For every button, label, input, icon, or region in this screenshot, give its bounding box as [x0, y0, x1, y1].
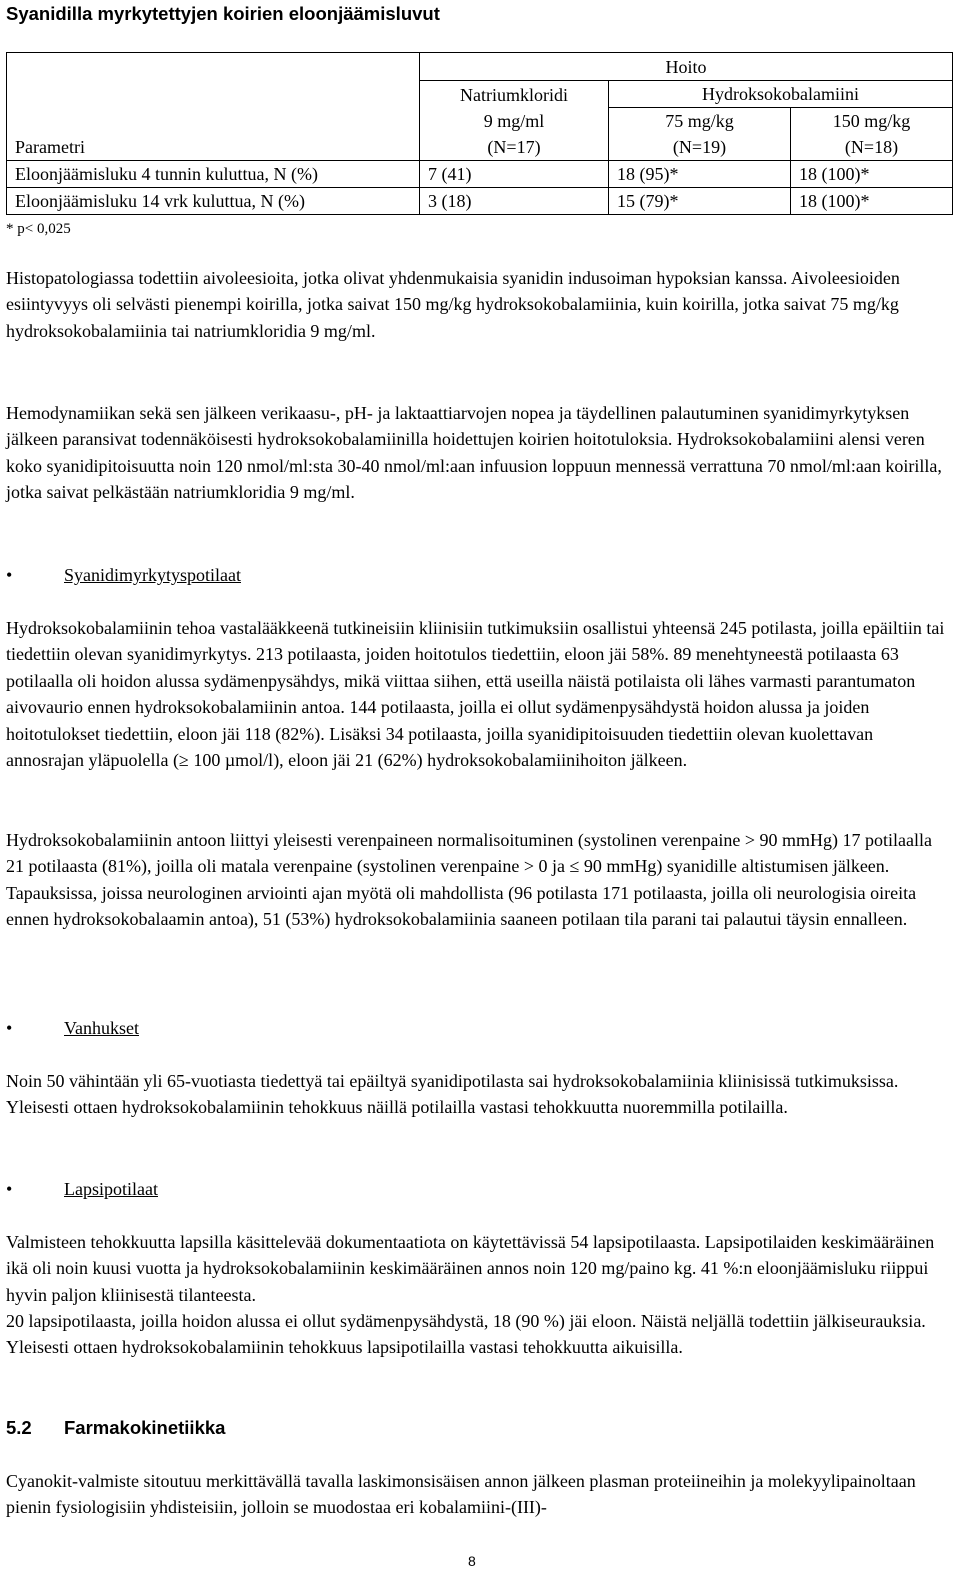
table-header-empty	[7, 53, 420, 81]
table-row	[7, 161, 953, 188]
table-cell-150: 18 (100)*	[791, 188, 953, 215]
section-title: Syanidilla myrkytettyjen koirien eloonjäämisluvut	[6, 3, 440, 24]
page-number: 8	[468, 1553, 476, 1569]
paragraph-patients-bloodpressure: Hydroksokobalamiinin antoon liittyi yleisesti verenpaineen normalisoituminen (systolinen verenpaine > 90 mmHg) 17 potilaalla 21 potilaasta (81%), joilla oli matala verenpaine (systolinen verenpaine > 0 ja ≤ 90 mmHg) syanidille altistumisen jälkeen. Tapauksissa, joissa neurologinen arviointi ajan myötä oli mahdollista (96 potilasta 171 potilaasta, joilla oli neurologisia oireita ennen hydroksokobalaamin antoa), 51 (53%) hydroksokobalamiinia saaneen potilaan tila parani tai palautui täysin ennalleen.	[6, 830, 932, 930]
bullet-label: Syanidimyrkytyspotilaat	[64, 565, 241, 585]
table-header-150-n: (N=18)	[791, 134, 953, 161]
table-header-parameter: Parametri	[7, 134, 420, 161]
table-header-hydroxo: Hydroksokobalamiini	[609, 81, 953, 108]
table-header-empty	[7, 81, 420, 108]
table-header-75-dose: 75 mg/kg	[609, 108, 791, 135]
section-heading	[6, 1415, 225, 1441]
table-header-150-dose: 150 mg/kg	[791, 108, 953, 135]
paragraph-pediatric-1: Valmisteen tehokkuutta lapsilla käsittelevää dokumentaatiota on käytettävissä 54 lapsipotilaasta. Lapsipotilaiden keskimääräinen ikä oli noin kuusi vuotta ja hydroksokobalamiinin keskimääräinen annos noin 120 mg/paino kg. 41 %:n eloonjäämisluku riippui hyvin paljon kliinisestä tilanteesta.	[6, 1232, 935, 1305]
table-header-row-3	[7, 108, 953, 135]
bullet-label: Vanhukset	[64, 1018, 139, 1038]
table-header-empty	[7, 108, 420, 135]
table-header-row-4	[7, 134, 953, 161]
paragraph-pharmacokinetics: Cyanokit-valmiste sitoutuu merkittävällä tavalla laskimonsisäisen annon jälkeen plasman proteiineihin ja molekyylipainoltaan pienin fysiologisiin yhdisteisiin, jolloin se muodostaa eri kobalamiini-(III)-	[6, 1471, 916, 1518]
paragraph-pediatric-2: 20 lapsipotilaasta, joilla hoidon alussa ei ollut sydämenpysähdystä, 18 (90 %) jäi eloon. Näistä neljällä todettiin jälkiseurauksia. Yleisesti ottaen hydroksokobalamiinin tehokkuus lapsipotilailla vastasi tehokkuutta aikuisilla.	[6, 1311, 926, 1358]
table-cell-parameter: Eloonjäämisluku 4 tunnin kuluttua, N (%)	[7, 161, 420, 188]
table-cell-parameter: Eloonjäämisluku 14 vrk kuluttua, N (%)	[7, 188, 420, 215]
table-header-nacl-1: Natriumkloridi	[420, 81, 609, 108]
table-cell-75: 18 (95)*	[609, 161, 791, 188]
bullet-icon: •	[6, 1179, 13, 1199]
section-number: 5.2	[6, 1417, 32, 1438]
table-header-nacl-2: 9 mg/ml	[420, 108, 609, 135]
table-cell-nacl: 7 (41)	[420, 161, 609, 188]
table-footnote: * p< 0,025	[6, 221, 71, 237]
table-header-row-2	[7, 81, 953, 108]
table-header-75-n: (N=19)	[609, 134, 791, 161]
table-row	[7, 188, 953, 215]
table-cell-150: 18 (100)*	[791, 161, 953, 188]
bullet-icon: •	[6, 565, 13, 585]
paragraph-histopathology: Histopatologiassa todettiin aivoleesioita, jotka olivat yhdenmukaisia syanidin indusoiman hypoksian kanssa. Aivoleesioiden esiintyvyys oli selvästi pienempi koirilla, jotka saivat 150 mg/kg hydroksokobalamiinia, kuin koirilla, jotka saivat 75 mg/kg hydroksokobalamiinia tai natriumkloridia 9 mg/ml.	[6, 268, 900, 341]
survival-table	[6, 52, 953, 215]
paragraph-hemodynamics: Hemodynamiikan sekä sen jälkeen verikaasu-, pH- ja laktaattiarvojen nopea ja täydellinen palautuminen syanidimyrkytyksen jälkeen paransivat todennäköisesti hydroksokobalamiinilla hoidettujen koirien hoitotuloksia. Hydroksokobalamiini alensi veren koko syanidipitoisuutta noin 120 nmol/ml:sta 30-40 nmol/ml:aan infuusion loppuun mennessä verrattuna 70 nmol/ml:aan koirilla, jotka saivat pelkästään natriumkloridia 9 mg/ml.	[6, 403, 942, 503]
table-header-row-1	[7, 53, 953, 81]
table-group-header: Hoito	[420, 53, 953, 81]
paragraph-elderly: Noin 50 vähintään yli 65-vuotiasta tiedettyä tai epäiltyä syanidipotilasta sai hydroksokobalamiinia kliinisissä tutkimuksissa. Yleisesti ottaen hydroksokobalamiinin tehokkuus näillä potilailla vastasi tehokkuutta nuoremmilla potilailla.	[6, 1071, 899, 1118]
table-header-nacl-3: (N=17)	[420, 134, 609, 161]
bullet-label: Lapsipotilaat	[64, 1179, 158, 1199]
table-cell-nacl: 3 (18)	[420, 188, 609, 215]
table-cell-75: 15 (79)*	[609, 188, 791, 215]
paragraph-patients-efficacy: Hydroksokobalamiinin tehoa vastalääkkeenä tutkineisiin kliinisiin tutkimuksiin osallistui yhteensä 245 potilasta, joilla epäiltiin tai tiedettiin olevan syanidimyrkytys. 213 potilaasta, joiden hoitotulos tiedettiin, eloon jäi 58%. 89 menehtyneestä potilaasta 63 potilaalla oli hoidon alussa sydämenpysähdys, mikä viittaa siihen, että useilla näistä potilaista oli lähes varmasti parantumaton aivovaurio ennen hydroksokobalamiinin antoa. 144 potilaasta, joilla ei ollut sydämenpysähdystä hoidon alussa ja joiden hoitotulokset tiedettiin, eloon jäi 118 (82%). Lisäksi 34 potilaasta, joilla syanidipitoisuuden tiedettiin olevan kuolettavan annosrajan yläpuolella (≥ 100 µmol/l), eloon jäi 21 (62%) hydroksokobalamiinihoiton jälkeen.	[6, 618, 945, 771]
section-heading-title: Farmakokinetiikka	[64, 1417, 226, 1438]
bullet-icon: •	[6, 1018, 13, 1038]
